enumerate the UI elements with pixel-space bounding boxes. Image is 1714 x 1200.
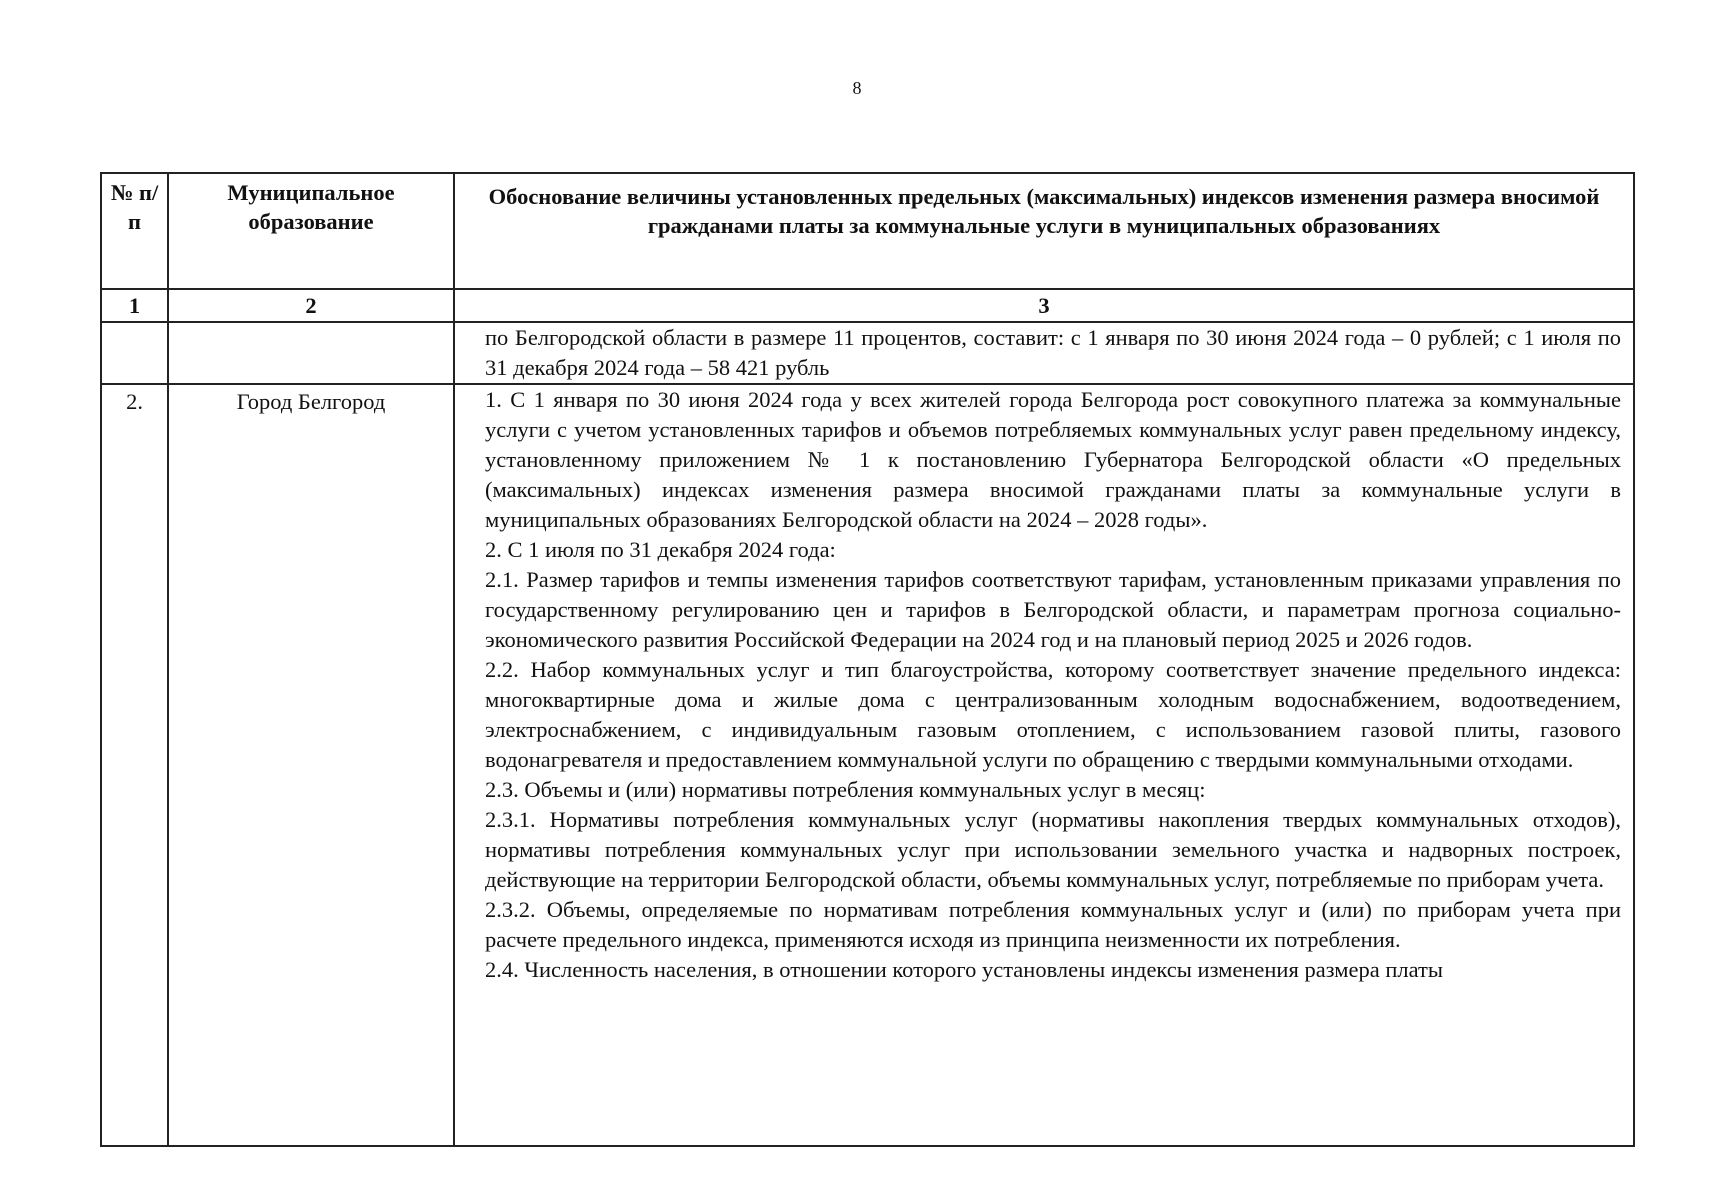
column-number-1: 1	[101, 289, 168, 322]
header-row	[101, 173, 1634, 289]
paragraph-2: 2. С 1 июля по 31 декабря 2024 года:	[485, 537, 836, 562]
continuation-municipality-cell	[168, 322, 454, 384]
continuation-num-cell	[101, 322, 168, 384]
header-municipality	[168, 173, 454, 289]
paragraph-2-2: 2.2. Набор коммунальных услуг и тип благоустройства, которому соответствует значение предельного индекса: многоквартирные дома и жилые дома с централизованным холодным водоснабжением, водоотведением, электроснабжением, с индивидуальным газовым отоплением, с использованием газовой плиты, газового водонагревателя и предоставлением коммунальной услуги по обращению с твердыми коммунальными отходами.	[485, 657, 1621, 772]
justification-table	[100, 172, 1633, 1147]
paragraph-2-1: 2.1. Размер тарифов и темпы изменения тарифов соответствуют тарифам, установленным приказами управления по государственному регулированию цен и тарифов в Белгородской области, и параметрам прогноза социально-экономического развития Российской Федерации на 2024 год и на плановый период 2025 и 2026 годов.	[485, 567, 1621, 652]
paragraph-1: 1. С 1 января по 30 июня 2024 года у всех жителей города Белгорода рост совокупного платежа за коммунальные услуги с учетом установленных тарифов и объемов потребляемых коммунальных услуг равен предельному индексу, установленному приложением № 1 к постановлению Губернатора Белгородской области «О предельных (максимальных) индексах изменения размера вносимой гражданами платы за коммунальные услуги в муниципальных образованиях Белгородской области на 2024 – 2028 годы».	[485, 387, 1621, 532]
continuation-text: по Белгородской области в размере 11 процентов, составит: с 1 января по 30 июня 2024 года – 0 рублей; с 1 июля по 31 декабря 2024 года – 58 421 рубль	[485, 325, 1621, 380]
table	[100, 172, 1635, 1147]
header-municipality-text: Муниципальное образование	[227, 180, 395, 234]
paragraph-2-3-1: 2.3.1. Нормативы потребления коммунальных услуг (нормативы накопления твердых коммунальных отходов), нормативы потребления коммунальных услуг при использовании земельного участка и надворных построек, действующие на территории Белгородской области, объемы коммунальных услуг, потребляемые по приборам учета.	[485, 807, 1621, 892]
paragraph-2-4: 2.4. Численность населения, в отношении которого установлены индексы изменения размера платы	[485, 957, 1443, 982]
header-justification-text: Обоснование величины установленных предельных (максимальных) индексов изменения размера вносимой гражданами платы за коммунальные услуги в муниципальных образованиях	[488, 184, 1600, 238]
column-number-row	[101, 289, 1634, 322]
row-num: 2.	[101, 384, 168, 1146]
table-row	[101, 384, 1634, 1146]
continuation-row	[101, 322, 1634, 384]
row-justification	[454, 384, 1634, 1146]
column-number-3: 3	[454, 289, 1634, 322]
page-number: 8	[852, 78, 862, 98]
row-municipality: Город Белгород	[168, 384, 454, 1146]
column-number-2: 2	[168, 289, 454, 322]
header-num-text: № п/п	[110, 180, 159, 234]
paragraph-2-3: 2.3. Объемы и (или) нормативы потребления коммунальных услуг в месяц:	[485, 777, 1206, 802]
justification-body	[455, 385, 1633, 1145]
header-justification	[454, 173, 1634, 289]
paragraph-2-3-2: 2.3.2. Объемы, определяемые по нормативам потребления коммунальных услуг и (или) по приборам учета при расчете предельного индекса, применяются исходя из принципа неизменности их потребления.	[485, 897, 1621, 952]
header-num	[101, 173, 168, 289]
continuation-text-cell	[454, 322, 1634, 384]
